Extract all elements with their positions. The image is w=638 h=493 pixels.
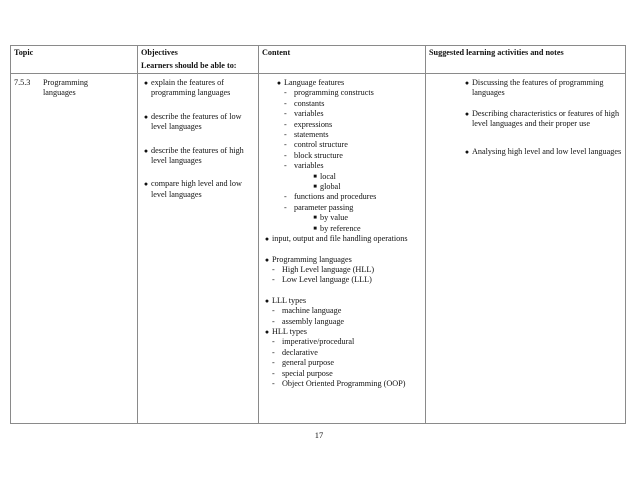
content-subitem: - parameter passing <box>284 202 354 212</box>
activity-item: ● Discussing the features of programming languages <box>462 78 622 99</box>
bullet-icon: ● <box>276 79 282 87</box>
activity-item: ● Describing characteristics or features of high level languages and their proper use <box>462 109 622 130</box>
syllabus-table <box>10 45 626 424</box>
bullet-icon: ● <box>264 327 270 336</box>
bullet-icon: ● <box>143 79 149 87</box>
topic-number: 7.5.3 <box>14 78 31 87</box>
content-subsubitem: ■ global <box>262 182 422 192</box>
objective-item: ● describe the features of high level languages <box>141 146 255 167</box>
header-objectives-sub: Learners should be able to: <box>141 61 237 70</box>
bullet-icon: ● <box>143 112 149 121</box>
square-bullet-icon: ■ <box>313 184 317 191</box>
content-subitem: - statements <box>284 130 329 140</box>
square-bullet-icon: ■ <box>313 225 317 232</box>
content-subsubitem: ■ by value <box>262 213 422 223</box>
header-topic: Topic <box>11 46 138 74</box>
table-row <box>11 74 626 424</box>
content-subitem: - control structure <box>284 140 348 150</box>
content-subitem: - declarative <box>272 347 318 357</box>
content-subitem: - variables <box>284 161 324 171</box>
square-bullet-icon: ■ <box>313 173 317 180</box>
content-subitem: - machine language <box>272 306 342 316</box>
bullet-icon: ● <box>464 109 470 118</box>
content-subitem: - Object Oriented Programming (OOP) <box>272 378 406 388</box>
content-item: ● input, output and file handling operations <box>262 234 422 244</box>
content-subitem: - variables <box>284 109 324 119</box>
table-header-row <box>11 46 626 74</box>
content-item: ● Language features <box>262 78 422 88</box>
header-objectives <box>138 46 259 74</box>
bullet-icon: ● <box>464 147 470 156</box>
header-content: Content <box>259 46 426 74</box>
topic-title-line-2: languages <box>43 88 76 98</box>
content-item: ● LLL types <box>262 296 422 306</box>
content-cell <box>259 74 426 424</box>
objective-item: ● explain the features of programming languages <box>141 78 255 99</box>
objectives-cell <box>138 74 259 424</box>
bullet-icon: ● <box>264 296 270 305</box>
content-subitem: - functions and procedures <box>284 192 377 202</box>
bullet-icon: ● <box>143 146 149 155</box>
content-subitem: - special purpose <box>272 368 333 378</box>
content-subsubitem: ■ local <box>262 172 422 182</box>
header-objectives-label: Objectives <box>141 48 178 57</box>
activity-item: ● Analysing high level and low level languages <box>462 147 622 157</box>
content-item: ● Programming languages <box>262 255 422 265</box>
content-subitem: - High Level language (HLL) <box>272 264 375 274</box>
square-bullet-icon: ■ <box>313 215 317 222</box>
content-subsubitem: ■ by reference <box>262 224 422 234</box>
topic-cell <box>11 74 138 424</box>
topic-title-line-1: Programming <box>43 78 89 87</box>
content-subitem: - Low Level language (LLL) <box>272 275 372 285</box>
content-subitem: - general purpose <box>272 358 335 368</box>
bullet-icon: ● <box>264 235 270 244</box>
content-subitem: - expressions <box>284 119 333 129</box>
content-subitem: - constants <box>284 98 325 108</box>
page-number: 17 <box>314 430 324 440</box>
header-activities: Suggested learning activities and notes <box>426 46 626 74</box>
content-subitem: - programming constructs <box>284 88 374 98</box>
bullet-icon: ● <box>464 79 470 87</box>
content-subitem: - block structure <box>284 150 343 160</box>
activities-cell <box>426 74 626 424</box>
content-subitem: - assembly language <box>272 316 345 326</box>
bullet-icon: ● <box>143 180 149 189</box>
content-subitem: - imperative/procedural <box>272 337 355 347</box>
bullet-icon: ● <box>264 255 270 264</box>
objective-item: ● describe the features of low level languages <box>141 112 255 133</box>
content-item: ● HLL types <box>262 327 422 337</box>
objective-item: ● compare high level and low level languages <box>141 179 255 200</box>
